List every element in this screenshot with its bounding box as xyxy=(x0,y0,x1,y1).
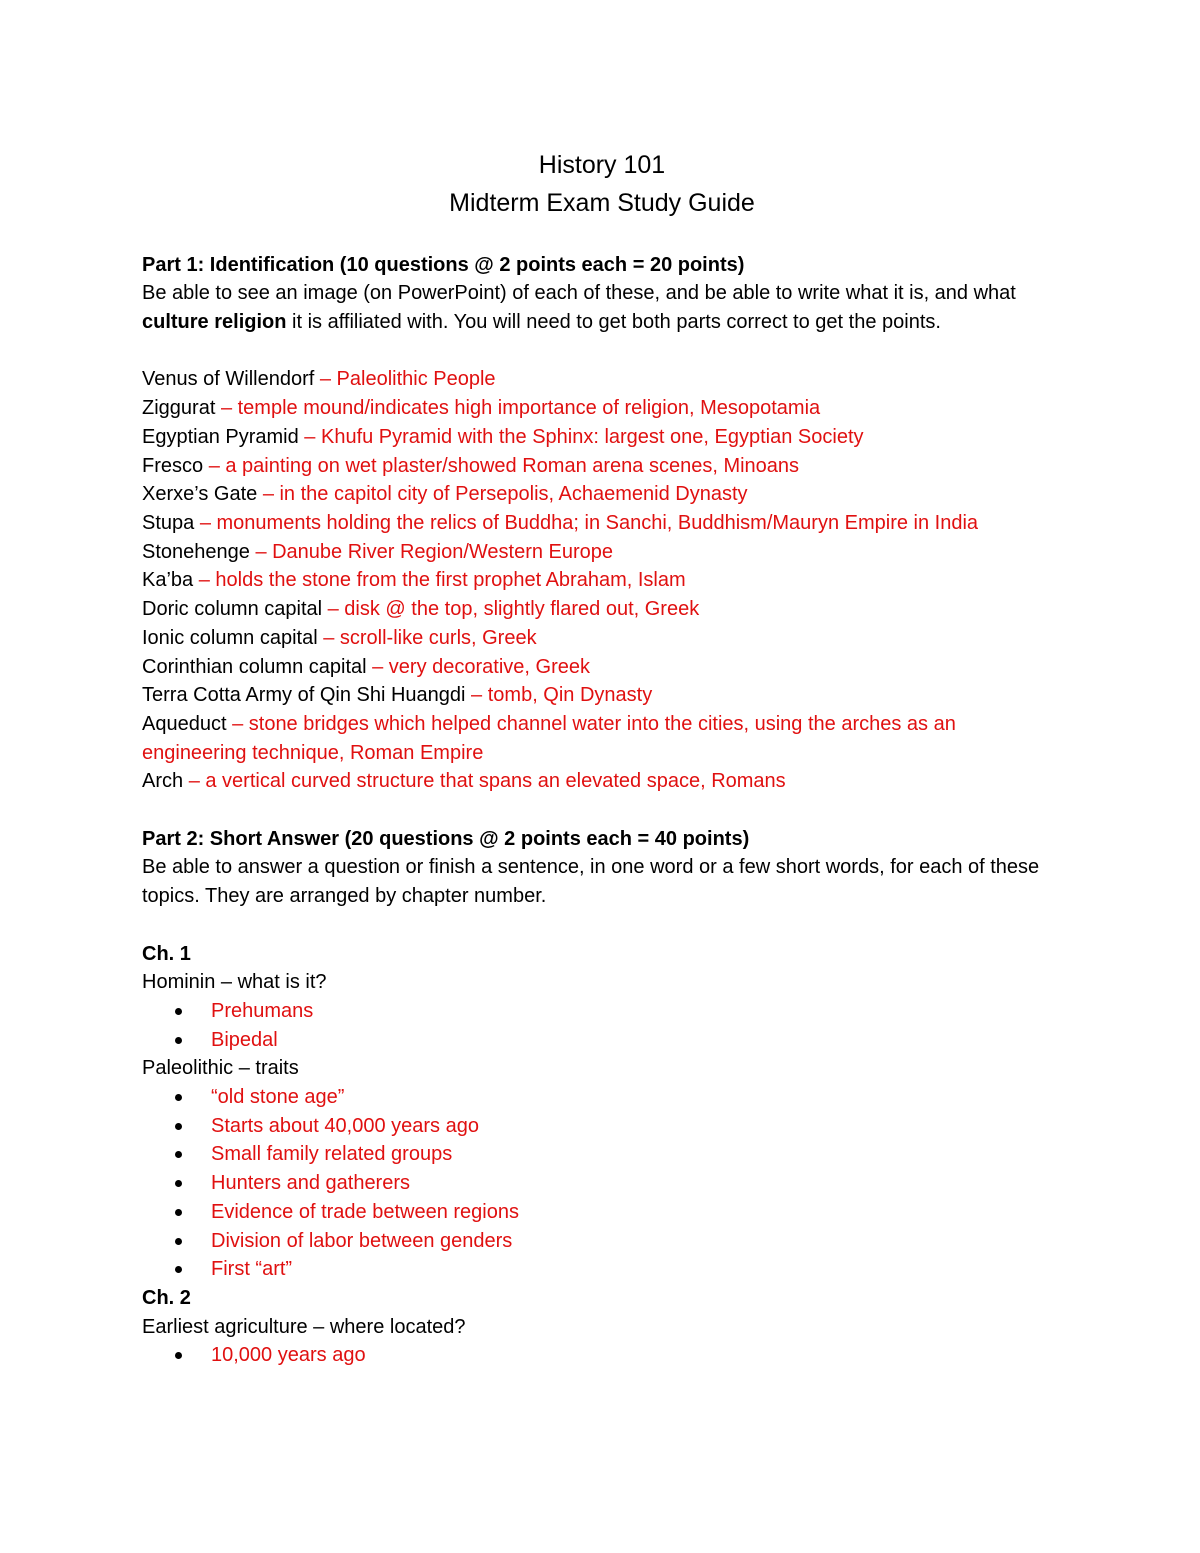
term: Terra Cotta Army of Qin Shi Huangdi xyxy=(142,684,472,707)
bullet-icon xyxy=(175,1037,182,1044)
bullet-icon xyxy=(175,1151,182,1158)
part2-heading: Part 2: Short Answer (20 questions @ 2 points each = 40 points) xyxy=(142,827,750,850)
answer: – monuments holding the relics of Buddha; in Sanchi, Buddhism/Mauryn Empire in India xyxy=(199,512,979,534)
part2-intro: Be able to answer a question or finish a sentence, in one word or a few short words, for each of these topics. They are arranged by chapter number. xyxy=(142,856,1040,908)
identification-item xyxy=(142,566,1062,595)
term: Ionic column capital xyxy=(142,626,324,649)
list-item: Small family related groups xyxy=(142,1140,1062,1169)
identification-item xyxy=(142,480,1062,509)
identification-item xyxy=(142,423,1062,452)
bullet-icon xyxy=(175,1094,182,1101)
answer: – stone bridges which helped channel water into the cities, using the arches as an engineering technique, Roman Empire xyxy=(142,712,956,764)
identification-item xyxy=(142,653,1062,682)
term: Arch xyxy=(142,770,189,793)
list-item: Bipedal xyxy=(142,1026,1062,1055)
identification-item xyxy=(142,538,1062,567)
part1-heading: Part 1: Identification (10 questions @ 2 points each = 20 points) xyxy=(142,253,745,276)
term: Egyptian Pyramid xyxy=(142,425,305,448)
identification-list xyxy=(142,365,1062,796)
identification-item xyxy=(142,509,1062,538)
question-paleolithic: Paleolithic – traits xyxy=(142,1057,299,1080)
answer: – scroll-like curls, Greek xyxy=(323,626,537,649)
answer: – very decorative, Greek xyxy=(372,655,590,678)
bullet-icon xyxy=(175,1008,182,1015)
list-item: “old stone age” xyxy=(142,1083,1062,1112)
identification-item xyxy=(142,710,1062,767)
bullet-icon xyxy=(175,1238,182,1245)
term: Stonehenge xyxy=(142,540,256,563)
bullet-icon xyxy=(175,1352,182,1359)
term: Venus of Willendorf xyxy=(142,368,320,391)
term: Stupa xyxy=(142,512,200,534)
identification-item xyxy=(142,394,1062,423)
term: Corinthian column capital xyxy=(142,655,373,678)
answer: – Danube River Region/Western Europe xyxy=(255,540,614,563)
term: Ka’ba xyxy=(142,569,199,592)
term: Xerxe’s Gate xyxy=(142,483,263,506)
question-agriculture: Earliest agriculture – where located? xyxy=(142,1315,466,1338)
identification-item xyxy=(142,767,1062,796)
list-item: First “art” xyxy=(142,1255,1062,1284)
bullet-icon xyxy=(175,1123,182,1130)
document-title: Midterm Exam Study Guide xyxy=(449,189,755,217)
culture-religion-text: culture religion xyxy=(142,311,287,334)
identification-item xyxy=(142,624,1062,653)
term: Doric column capital xyxy=(142,598,328,621)
answer: – Khufu Pyramid with the Sphinx: largest one, Egyptian Society xyxy=(304,425,864,448)
document-body xyxy=(142,222,1062,1370)
answer: – holds the stone from the first prophet Abraham, Islam xyxy=(198,569,686,592)
agriculture-answers xyxy=(142,1341,1062,1370)
answer: – Paleolithic People xyxy=(319,368,496,391)
part1-intro: Be able to see an image (on PowerPoint) of each of these, and be able to write what it is, and what culture religion it is affiliated with. You will need to get both parts correct to get the points. xyxy=(142,282,1016,334)
identification-item xyxy=(142,365,1062,394)
bullet-icon xyxy=(175,1266,182,1273)
list-item: 10,000 years ago xyxy=(142,1341,1062,1370)
identification-item xyxy=(142,681,1062,710)
list-item: Starts about 40,000 years ago xyxy=(142,1112,1062,1141)
chapter-1-label: Ch. 1 xyxy=(142,942,191,965)
list-item: Division of labor between genders xyxy=(142,1227,1062,1256)
document-content xyxy=(142,146,1062,1370)
answer: – a painting on wet plaster/showed Roman arena scenes, Minoans xyxy=(208,454,800,477)
question-hominin: Hominin – what is it? xyxy=(142,971,327,994)
title-block xyxy=(142,146,1062,222)
list-item: Hunters and gatherers xyxy=(142,1169,1062,1198)
course-title: History 101 xyxy=(538,151,666,179)
paleolithic-answers xyxy=(142,1083,1062,1284)
term: Aqueduct xyxy=(142,712,233,735)
answer: – tomb, Qin Dynasty xyxy=(471,684,653,707)
bullet-icon xyxy=(175,1180,182,1187)
term: Ziggurat xyxy=(142,397,221,420)
list-item: Evidence of trade between regions xyxy=(142,1198,1062,1227)
answer: – disk @ the top, slightly flared out, Greek xyxy=(327,598,700,621)
term: Fresco xyxy=(142,454,209,477)
hominin-answers xyxy=(142,997,1062,1054)
answer: – temple mound/indicates high importance of religion, Mesopotamia xyxy=(220,397,821,420)
answer: – a vertical curved structure that spans an elevated space, Romans xyxy=(188,770,786,793)
list-item: Prehumans xyxy=(142,997,1062,1026)
answer: – in the capitol city of Persepolis, Achaemenid Dynasty xyxy=(262,483,748,506)
bullet-icon xyxy=(175,1209,182,1216)
chapter-2-label: Ch. 2 xyxy=(142,1286,191,1309)
identification-item xyxy=(142,595,1062,624)
identification-item xyxy=(142,452,1062,481)
